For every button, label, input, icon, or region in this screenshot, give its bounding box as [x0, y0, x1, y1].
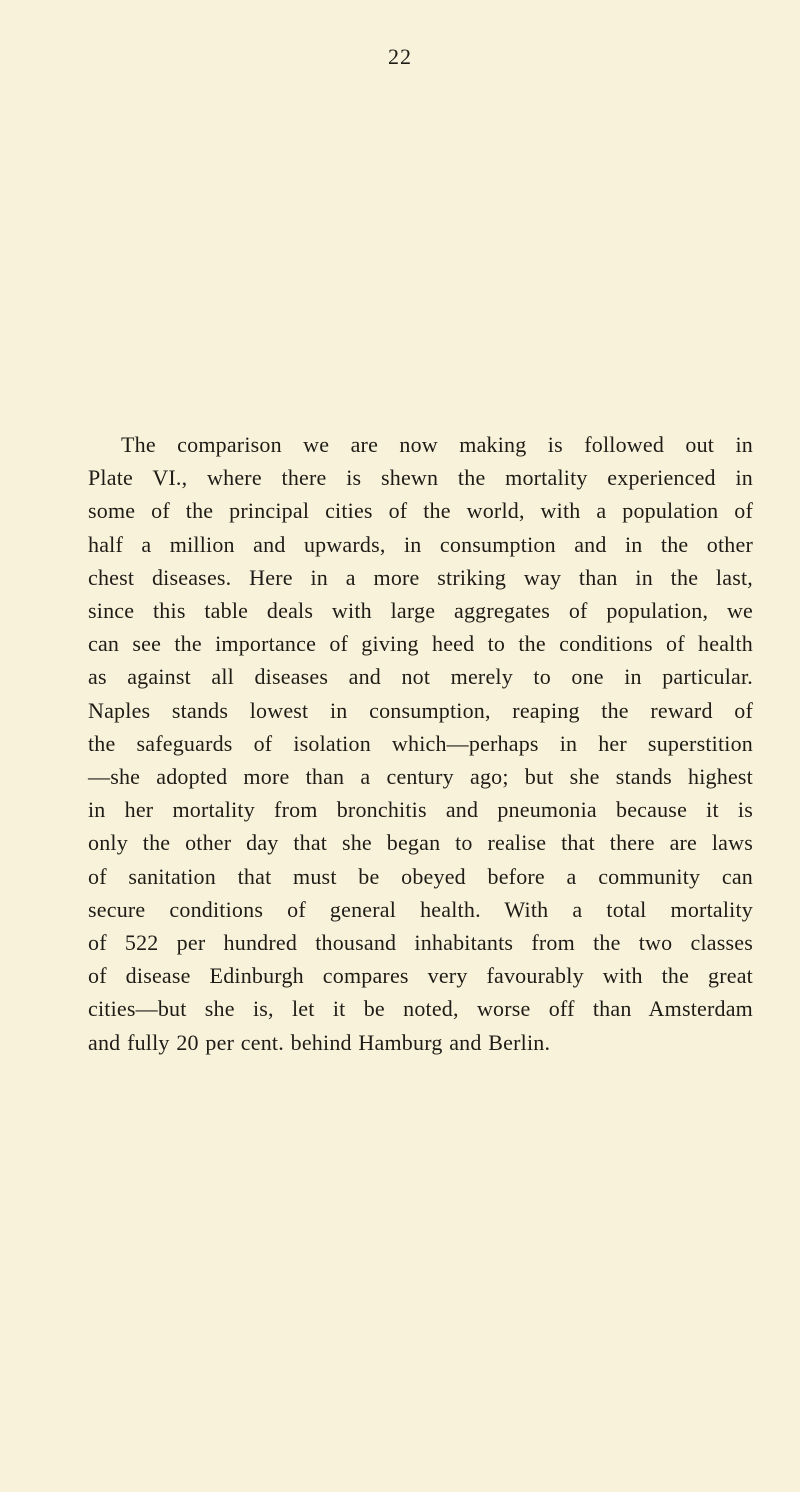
text-line: of sanitation that must be obeyed before a community can: [88, 863, 753, 889]
text-line: The comparison we are now making is followed out in: [121, 432, 753, 457]
text-line: in her mortality from bronchitis and pneumonia because it is: [88, 797, 753, 823]
text-line: and fully 20 per cent. behind Hamburg and Berlin.: [88, 1029, 551, 1055]
text-line: —she adopted more than a century ago; but she stands highest: [88, 764, 753, 790]
text-line: secure conditions of general health. With a total mortality: [88, 896, 753, 922]
text-line: cities—but she is, let it be noted, worse off than Amsterdam: [88, 996, 753, 1022]
text-line: the safeguards of isolation which—perhaps in her superstition: [88, 730, 753, 756]
text-line: as against all diseases and not merely to one in particular.: [88, 664, 753, 690]
text-line: chest diseases. Here in a more striking way than in the last,: [88, 564, 753, 590]
text-line: can see the importance of giving heed to the conditions of health: [88, 631, 753, 657]
page-number: 22: [388, 44, 412, 69]
text-line: only the other day that she began to realise that there are laws: [88, 830, 753, 856]
text-line: half a million and upwards, in consumption and in the other: [88, 531, 753, 557]
text-line: of 522 per hundred thousand inhabitants from the two classes: [88, 930, 753, 956]
text-line: since this table deals with large aggregates of population, we: [88, 598, 753, 624]
text-line: of disease Edinburgh compares very favourably with the great: [88, 963, 753, 989]
text-line: Plate VI., where there is shewn the mortality experienced in: [88, 465, 753, 491]
text-line: some of the principal cities of the world, with a population of: [88, 498, 753, 524]
body-paragraph: [88, 428, 753, 1059]
text-line: Naples stands lowest in consumption, reaping the reward of: [88, 697, 753, 723]
